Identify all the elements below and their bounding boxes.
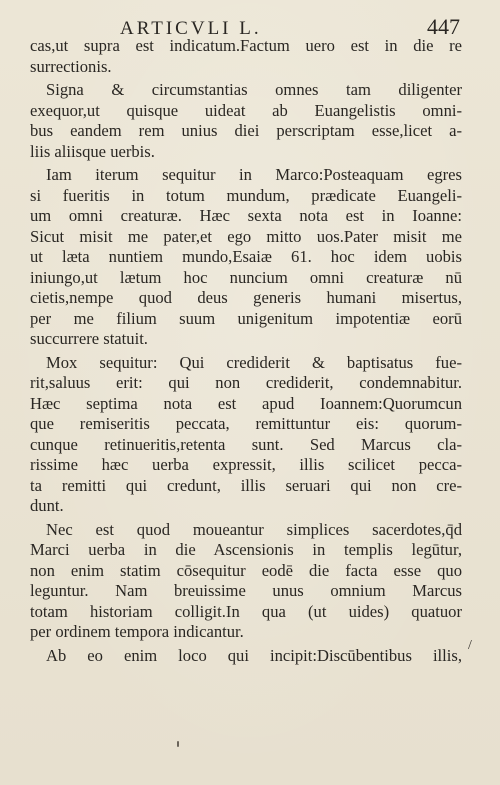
text-line: ut læta nuntiem mundo,Esaiæ 61. hoc idem uobis (30, 247, 462, 266)
text-line: exequor,ut quisque uideat ab Euangelistis omni- (30, 100, 462, 120)
ink-speck (177, 741, 179, 747)
text-line: Sicut misit me pater,et ego mitto uos.Pater misit me (30, 226, 462, 246)
text-line: rissime hæc uerba expressit, illis scilicet pecca- (30, 455, 462, 474)
text-line: leguntur. Nam breuissime unus omnium Marcus (30, 581, 462, 600)
text-line: succurrere statuit. (30, 329, 148, 348)
text-line: Hæc septima nota est apud Ioannem:Quorumcun (30, 393, 462, 413)
paragraph (30, 80, 462, 162)
text-line: Marci uerba in die Ascensionis in templis legūtur, (30, 540, 462, 559)
text-line: Iam iterum sequitur in Marco:Posteaquam egres (46, 165, 462, 184)
text-line: ta remitti qui credunt, illis seruari qui non cre- (30, 475, 462, 495)
text-line: dunt. (30, 496, 64, 515)
text-line: iniungo,ut lætum hoc nuncium omni creaturæ nū (30, 267, 462, 287)
body-text (30, 36, 462, 666)
text-line: um omni creaturæ. Hæc sexta nota est in Ioanne: (30, 206, 462, 225)
text-line: per ordinem tempora indicantur. (30, 622, 244, 641)
paragraph (30, 165, 462, 350)
text-line: si fueritis in totum mundum, prædicate Euangeli- (30, 185, 462, 205)
text-line: non enim statim cōsequitur eodē die facta esse quo (30, 560, 462, 580)
text-line: cietis,nempe quod deus generis humani misertus, (30, 288, 462, 307)
page-number: 447 (427, 14, 460, 39)
text-line: liis aliisque uerbis. (30, 141, 155, 161)
text-line: cas,ut supra est indicatum.Factum uero est in die re (30, 36, 462, 55)
margin-mark: / (468, 638, 472, 653)
paragraph (30, 520, 462, 643)
text-line: rit,saluus erit: qui non crediderit, condemnabitur. (30, 373, 462, 392)
text-line: bus eandem rem unius diei perscriptam esse,licet a- (30, 121, 462, 140)
text-line: Mox sequitur: Qui crediderit & baptisatus fue- (46, 352, 462, 372)
text-line: Ab eo enim loco qui incipit:Discūbentibus illis, (46, 645, 462, 665)
paragraph (30, 36, 462, 77)
text-line: totam historiam colligit.In qua (ut uides) quatuor (30, 601, 462, 621)
paragraph (30, 646, 462, 667)
text-line: Signa & circumstantias omnes tam diligenter (46, 80, 462, 99)
text-line: surrectionis. (30, 56, 112, 76)
text-line: per me filium suum unigenitum impotentiæ eorū (30, 308, 462, 328)
text-line: Nec est quod moueantur simplices sacerdotes,q̄d (46, 519, 462, 539)
paragraph (30, 353, 462, 517)
text-line: que remiseritis peccata, remittuntur eis: quorum- (30, 414, 462, 433)
running-title: ARTICVLI L. (120, 18, 262, 39)
text-line: cunque retinueritis,retenta sunt. Sed Marcus cla- (30, 434, 462, 454)
